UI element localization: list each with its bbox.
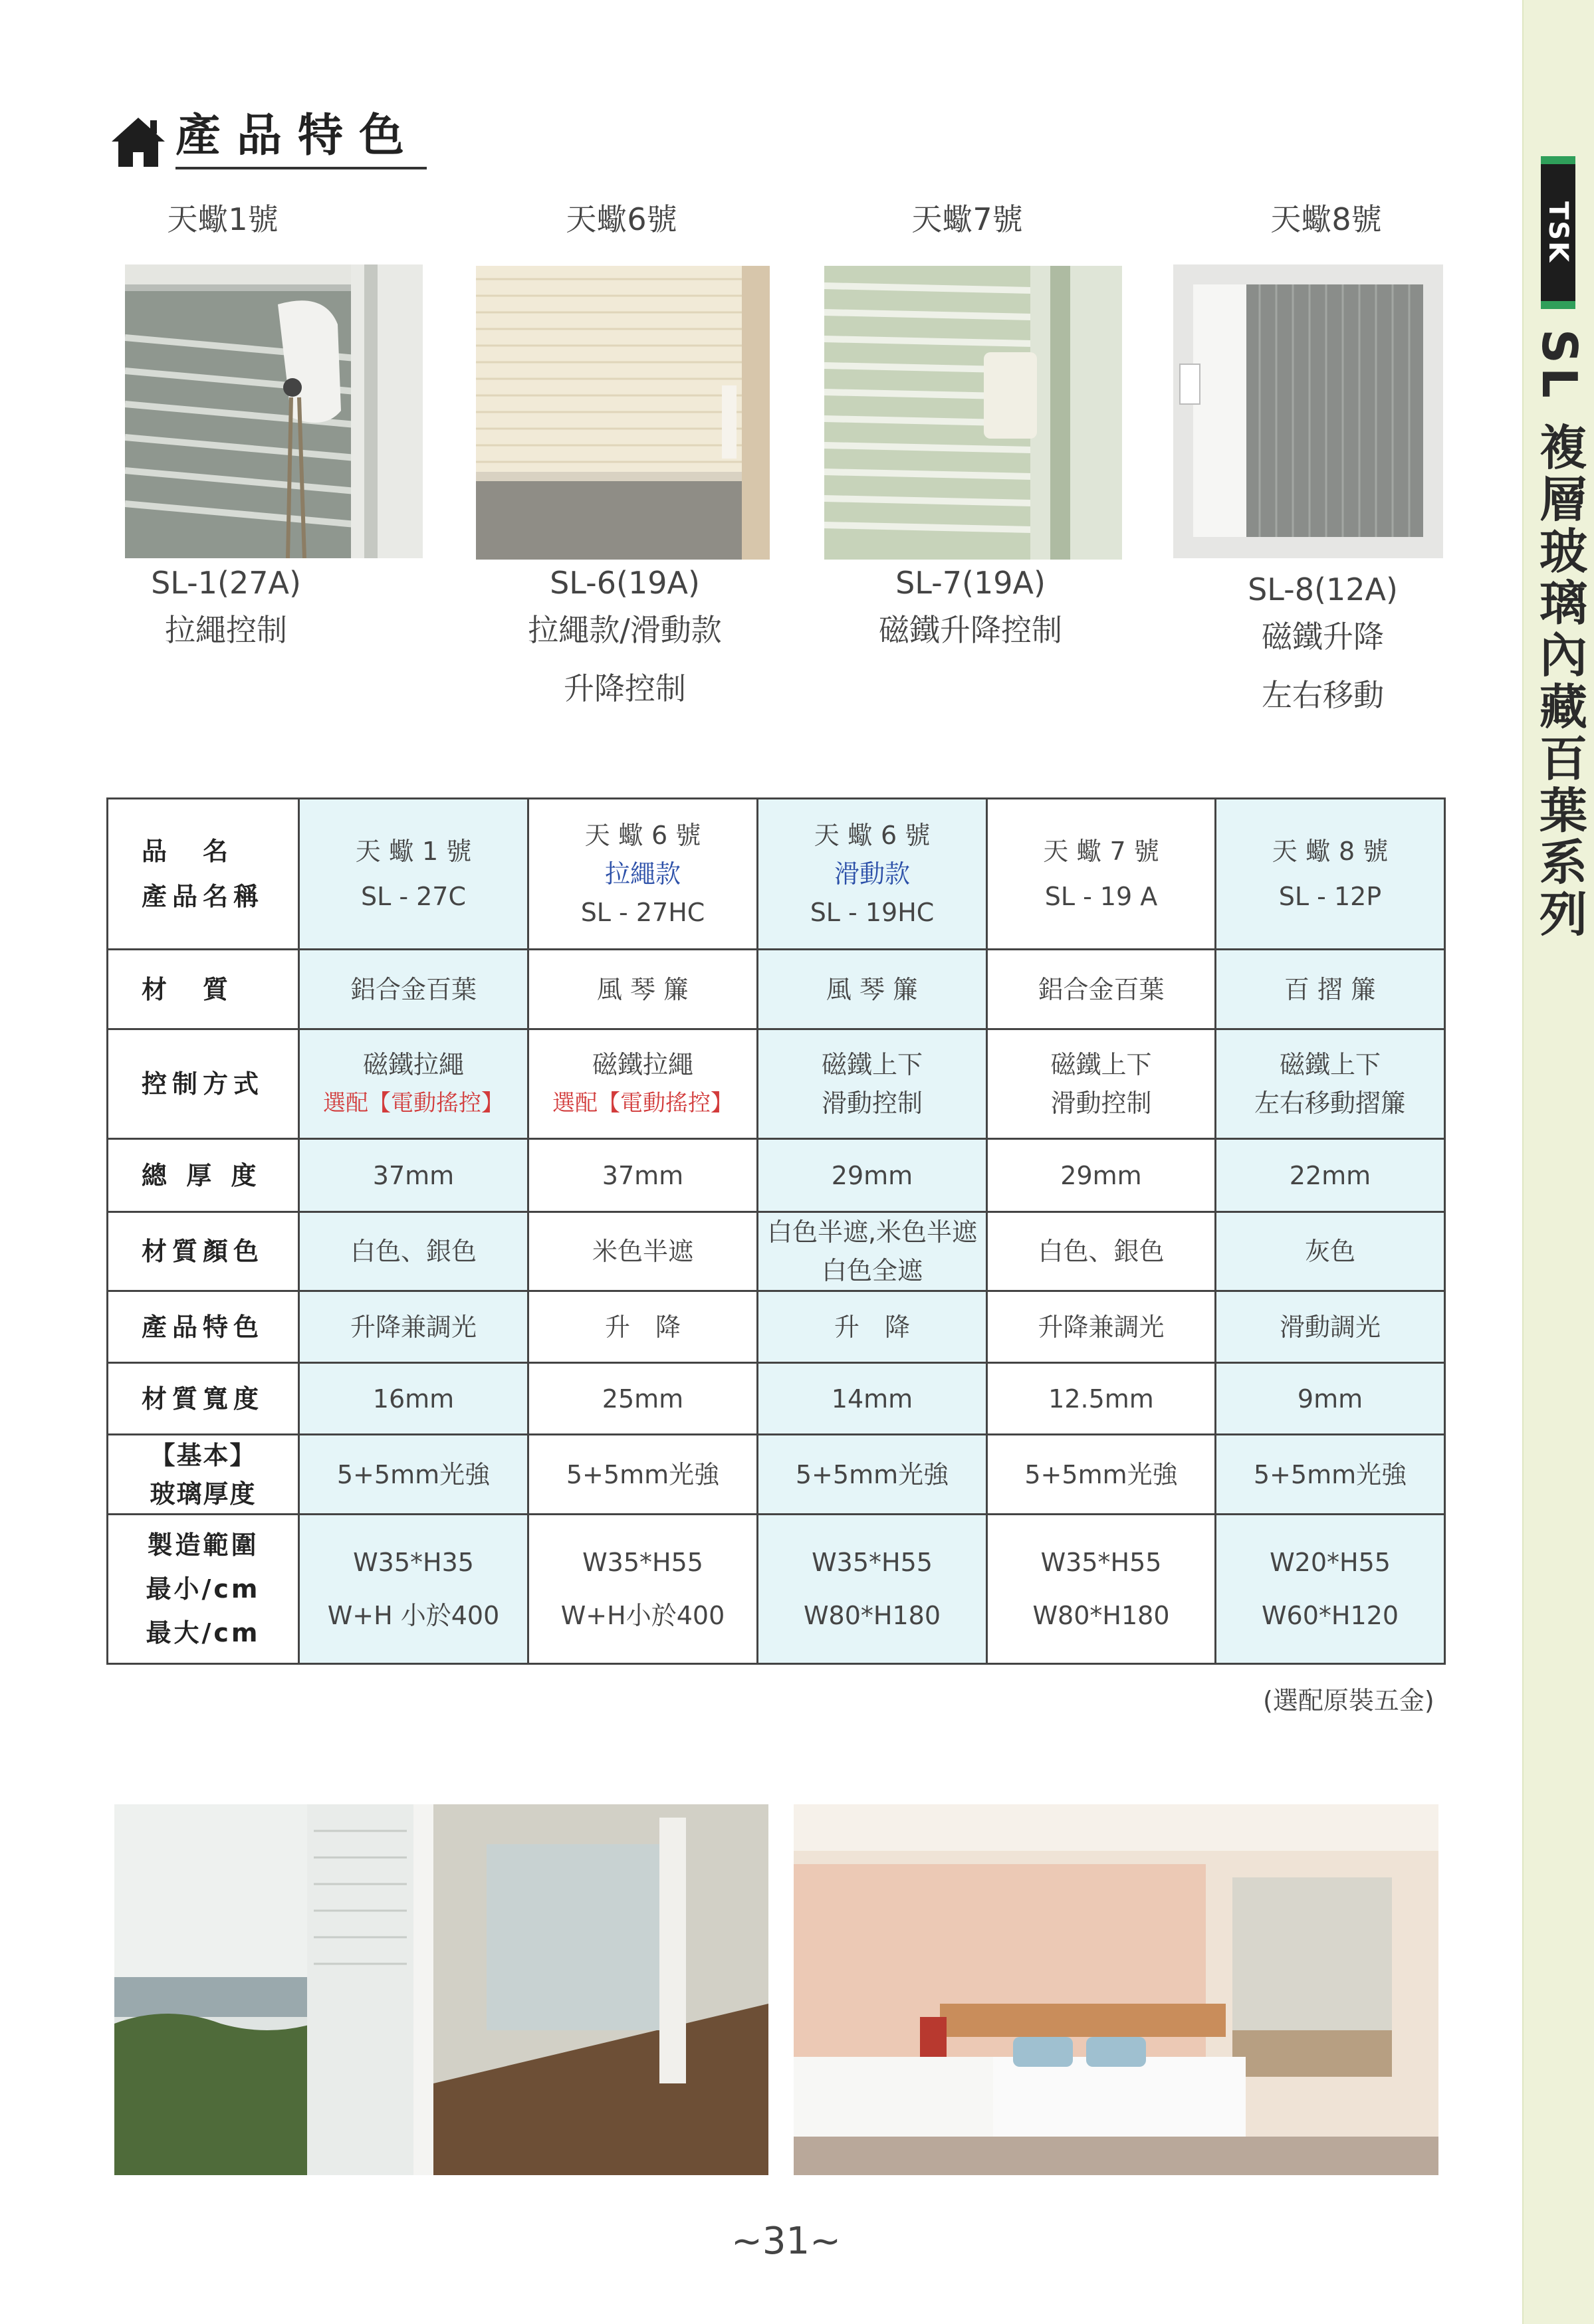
- table-cell: 29mm: [987, 1139, 1216, 1212]
- table-cell: 風 琴 簾: [758, 950, 987, 1029]
- product-code: SL-6(19A): [550, 565, 700, 601]
- product-info-1: [120, 565, 332, 659]
- table-cell: 29mm: [758, 1139, 987, 1212]
- product-photo-1: [125, 264, 423, 558]
- table-row-thickness: [108, 1139, 1445, 1212]
- table-cell: 百 摺 簾: [1216, 950, 1445, 1029]
- table-cell: 9mm: [1216, 1363, 1445, 1435]
- table-cell: 升降兼調光: [987, 1291, 1216, 1363]
- table-cell: 升 降: [758, 1291, 987, 1363]
- table-row-control: [108, 1029, 1445, 1139]
- product-card-1: [126, 199, 319, 239]
- side-series-title: SL 複層玻璃內藏百葉系列: [1532, 329, 1587, 941]
- table-cell: 22mm: [1216, 1139, 1445, 1212]
- table-cell: 14mm: [758, 1363, 987, 1435]
- product-photo-3: [824, 266, 1122, 560]
- table-cell: 白色、銀色: [299, 1212, 528, 1291]
- table-cell: 5+5mm光強: [299, 1435, 528, 1515]
- product-info-2: [492, 565, 758, 718]
- product-desc-1: 磁鐵升降: [1262, 619, 1384, 655]
- row-header-name: 品 名 產品名稱: [108, 799, 299, 950]
- table-cell: 磁鐵上下 左右移動摺簾: [1216, 1029, 1445, 1139]
- table-cell: 風 琴 簾: [528, 950, 758, 1029]
- table-cell: 白色、銀色: [987, 1212, 1216, 1291]
- section-header: [110, 100, 427, 169]
- col-header-1: 天 蠍 1 號 SL - 27C: [299, 799, 528, 950]
- table-cell: 鋁合金百葉: [987, 950, 1216, 1029]
- row-header: 材 質: [108, 950, 299, 1029]
- product-name: 天蠍8號: [1270, 201, 1382, 237]
- table-cell: 5+5mm光強: [987, 1435, 1216, 1515]
- table-cell: W35*H55 W+H小於400: [528, 1515, 758, 1664]
- bedroom-photo: [794, 1804, 1438, 2175]
- table-cell: W35*H55 W80*H180: [987, 1515, 1216, 1664]
- product-code: SL-7(19A): [895, 565, 1046, 601]
- table-cell: 16mm: [299, 1363, 528, 1435]
- home-icon: [110, 115, 166, 169]
- product-name: 天蠍6號: [566, 201, 677, 237]
- row-header: 製造範圍 最小/cm 最大/cm: [108, 1515, 299, 1664]
- product-desc-2: 左右移動: [1262, 677, 1384, 713]
- product-info-4: [1196, 572, 1449, 724]
- product-desc: 磁鐵升降控制: [879, 612, 1062, 648]
- table-cell: 5+5mm光強: [758, 1435, 987, 1515]
- table-row-feature: [108, 1291, 1445, 1363]
- spec-table: [106, 797, 1446, 1665]
- table-cell: 37mm: [299, 1139, 528, 1212]
- table-cell: 磁鐵拉繩 選配【電動搖控】: [299, 1029, 528, 1139]
- col-header-3: 天 蠍 6 號 滑動款 SL - 19HC: [758, 799, 987, 950]
- table-cell: 5+5mm光強: [1216, 1435, 1445, 1515]
- row-header: 【基本】 玻璃厚度: [108, 1435, 299, 1515]
- table-row-glass: [108, 1435, 1445, 1515]
- page-number: ~31~: [731, 2220, 842, 2263]
- row-header: 總 厚 度: [108, 1139, 299, 1212]
- row-header: 控制方式: [108, 1029, 299, 1139]
- table-cell: W35*H55 W80*H180: [758, 1515, 987, 1664]
- balcony-photo: [114, 1804, 768, 2175]
- table-cell: 升降兼調光: [299, 1291, 528, 1363]
- product-desc: 拉繩控制: [165, 612, 287, 648]
- table-cell: W35*H35 W+H 小於400: [299, 1515, 528, 1664]
- product-photo-2: [476, 266, 770, 560]
- product-desc-2: 升降控制: [564, 671, 686, 706]
- row-header: 材質寬度: [108, 1363, 299, 1435]
- table-cell: 升 降: [528, 1291, 758, 1363]
- brand-logo: TSK: [1541, 156, 1575, 309]
- col-header-4: 天 蠍 7 號 SL - 19 A: [987, 799, 1216, 950]
- product-card-4: [1230, 199, 1423, 239]
- product-code: SL-8(12A): [1248, 572, 1398, 607]
- table-cell: 5+5mm光強: [528, 1435, 758, 1515]
- product-info-3: [838, 565, 1103, 659]
- product-photo-4: [1173, 264, 1443, 558]
- row-header: 材質顏色: [108, 1212, 299, 1291]
- table-cell: 白色半遮,米色半遮 白色全遮: [758, 1212, 987, 1291]
- col-header-2: 天 蠍 6 號 拉繩款 SL - 27HC: [528, 799, 758, 950]
- table-cell: W20*H55 W60*H120: [1216, 1515, 1445, 1664]
- table-row-material: [108, 950, 1445, 1029]
- table-cell: 25mm: [528, 1363, 758, 1435]
- col-header-5: 天 蠍 8 號 SL - 12P: [1216, 799, 1445, 950]
- section-title: 產品特色: [175, 100, 427, 169]
- table-cell: 12.5mm: [987, 1363, 1216, 1435]
- table-row-range: [108, 1515, 1445, 1664]
- table-cell: 磁鐵上下 滑動控制: [987, 1029, 1216, 1139]
- table-row-width: [108, 1363, 1445, 1435]
- table-cell: 灰色: [1216, 1212, 1445, 1291]
- table-cell: 37mm: [528, 1139, 758, 1212]
- table-cell: 鋁合金百葉: [299, 950, 528, 1029]
- table-note: (選配原裝五金): [1263, 1686, 1434, 1715]
- product-name: 天蠍7號: [911, 201, 1023, 237]
- product-code: SL-1(27A): [151, 565, 301, 601]
- table-cell: 滑動調光: [1216, 1291, 1445, 1363]
- product-name: 天蠍1號: [167, 201, 279, 237]
- table-row-name: [108, 799, 1445, 950]
- product-desc-1: 拉繩款/滑動款: [528, 612, 722, 648]
- product-card-3: [871, 199, 1064, 239]
- table-cell: 磁鐵拉繩 選配【電動搖控】: [528, 1029, 758, 1139]
- row-header: 產品特色: [108, 1291, 299, 1363]
- table-row-color: [108, 1212, 1445, 1291]
- table-cell: 磁鐵上下 滑動控制: [758, 1029, 987, 1139]
- product-card-2: [525, 199, 718, 239]
- table-cell: 米色半遮: [528, 1212, 758, 1291]
